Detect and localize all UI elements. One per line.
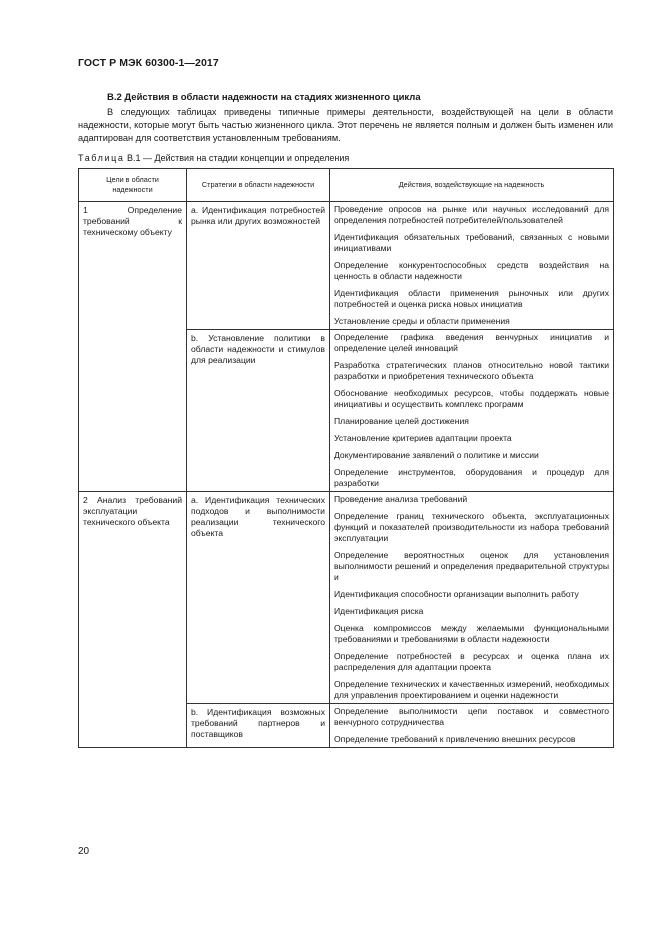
- action-item: Определение графика введения венчурных инициатив и определение целей инноваций: [334, 332, 609, 353]
- action-item: Установление среды и области применения: [334, 316, 510, 326]
- strategy-cell: b. Установление политики в области надежности и стимулов для реализации: [187, 330, 330, 492]
- goal-cell: 2 Анализ требований эксплуатации технического объекта: [79, 492, 187, 748]
- table-caption-label: Таблица: [78, 153, 125, 163]
- table-row: [79, 492, 614, 704]
- action-item: Определение потребностей в ресурсах и оценка плана их распределения для адаптации проекта: [334, 651, 609, 672]
- action-item: Идентификация способности организации выполнить работу: [334, 589, 579, 599]
- action-item: Идентификация риска: [334, 606, 424, 616]
- action-item: Проведение опросов на рынке или научных исследований для определения потребностей потребителей/пользователей: [334, 204, 609, 225]
- table-caption: [78, 153, 349, 163]
- table-header-row: [79, 169, 614, 202]
- action-item: Обоснование необходимых ресурсов, чтобы поддержать новые инициативы и осуществить комплекс программ: [334, 388, 609, 409]
- action-item: Оценка компромиссов между желаемыми функциональными требованиями и требованиями в области надежности: [334, 623, 609, 644]
- actions-cell: [330, 492, 614, 704]
- table-row: [79, 202, 614, 330]
- action-item: Определение конкурентоспособных средств воздействия на ценность в области надежности: [334, 260, 609, 281]
- header-goals: Цели в области надежности: [79, 169, 187, 202]
- strategy-cell: a. Идентификация технических подходов и выполнимости реализации технического объекта: [187, 492, 330, 704]
- action-item: Идентификация обязательных требований, связанных с новыми инициативами: [334, 232, 609, 253]
- action-item: Планирование целей достижения: [334, 416, 469, 426]
- action-item: Проведение анализа требований: [334, 494, 468, 504]
- action-item: Разработка стратегических планов относительно новой тактики разработки и приобретения технического объекта: [334, 360, 609, 381]
- actions-cell: [330, 330, 614, 492]
- strategy-cell: b. Идентификация возможных требований партнеров и поставщиков: [187, 704, 330, 748]
- section-title: В.2 Действия в области надежности на стадиях жизненного цикла: [107, 92, 421, 103]
- actions-cell: [330, 202, 614, 330]
- strategy-cell: a. Идентификация потребностей рынка или других возможностей: [187, 202, 330, 330]
- goal-cell: 1 Определение требований к техническому объекту: [79, 202, 187, 492]
- document-id: ГОСТ Р МЭК 60300-1—2017: [78, 57, 219, 69]
- page-number: 20: [78, 846, 90, 857]
- action-item: Установление критериев адаптации проекта: [334, 433, 512, 443]
- action-item: Идентификация области применения рыночных или других потребностей и оценка риска новых инициатив: [334, 288, 609, 309]
- action-item: Определение инструментов, оборудования и процедур для разработки: [334, 467, 609, 488]
- table-caption-text: В.1 — Действия на стадии концепции и определения: [124, 153, 350, 163]
- actions-cell: [330, 704, 614, 748]
- action-item: Определение технических и качественных измерений, необходимых для управления проектированием и оценки надежности: [334, 679, 609, 700]
- actions-table: [78, 168, 614, 748]
- action-item: Определение выполнимости цепи поставок и совместного венчурного сотрудничества: [334, 706, 609, 727]
- intro-paragraph: В следующих таблицах приведены типичные примеры деятельности, воздействующей на цели в области надежности, которые могут быть частью жизненного цикла. Этот перечень не является полным и должен быть изменен или адаптирован для соответствия установленным требованиям.: [78, 107, 613, 143]
- header-strategies: Стратегии в области надежности: [187, 169, 330, 202]
- action-item: Определение вероятностных оценок для установления выполнимости решений и определения предварительной структуры и: [334, 550, 609, 582]
- action-item: Документирование заявлений о политике и миссии: [334, 450, 539, 460]
- action-item: Определение требований к привлечению внешних ресурсов: [334, 734, 576, 744]
- header-actions: Действия, воздействующие на надежность: [330, 169, 614, 202]
- action-item: Определение границ технического объекта, эксплуатационных функций и показателей производительности из набора требований эксплуатации: [334, 511, 609, 543]
